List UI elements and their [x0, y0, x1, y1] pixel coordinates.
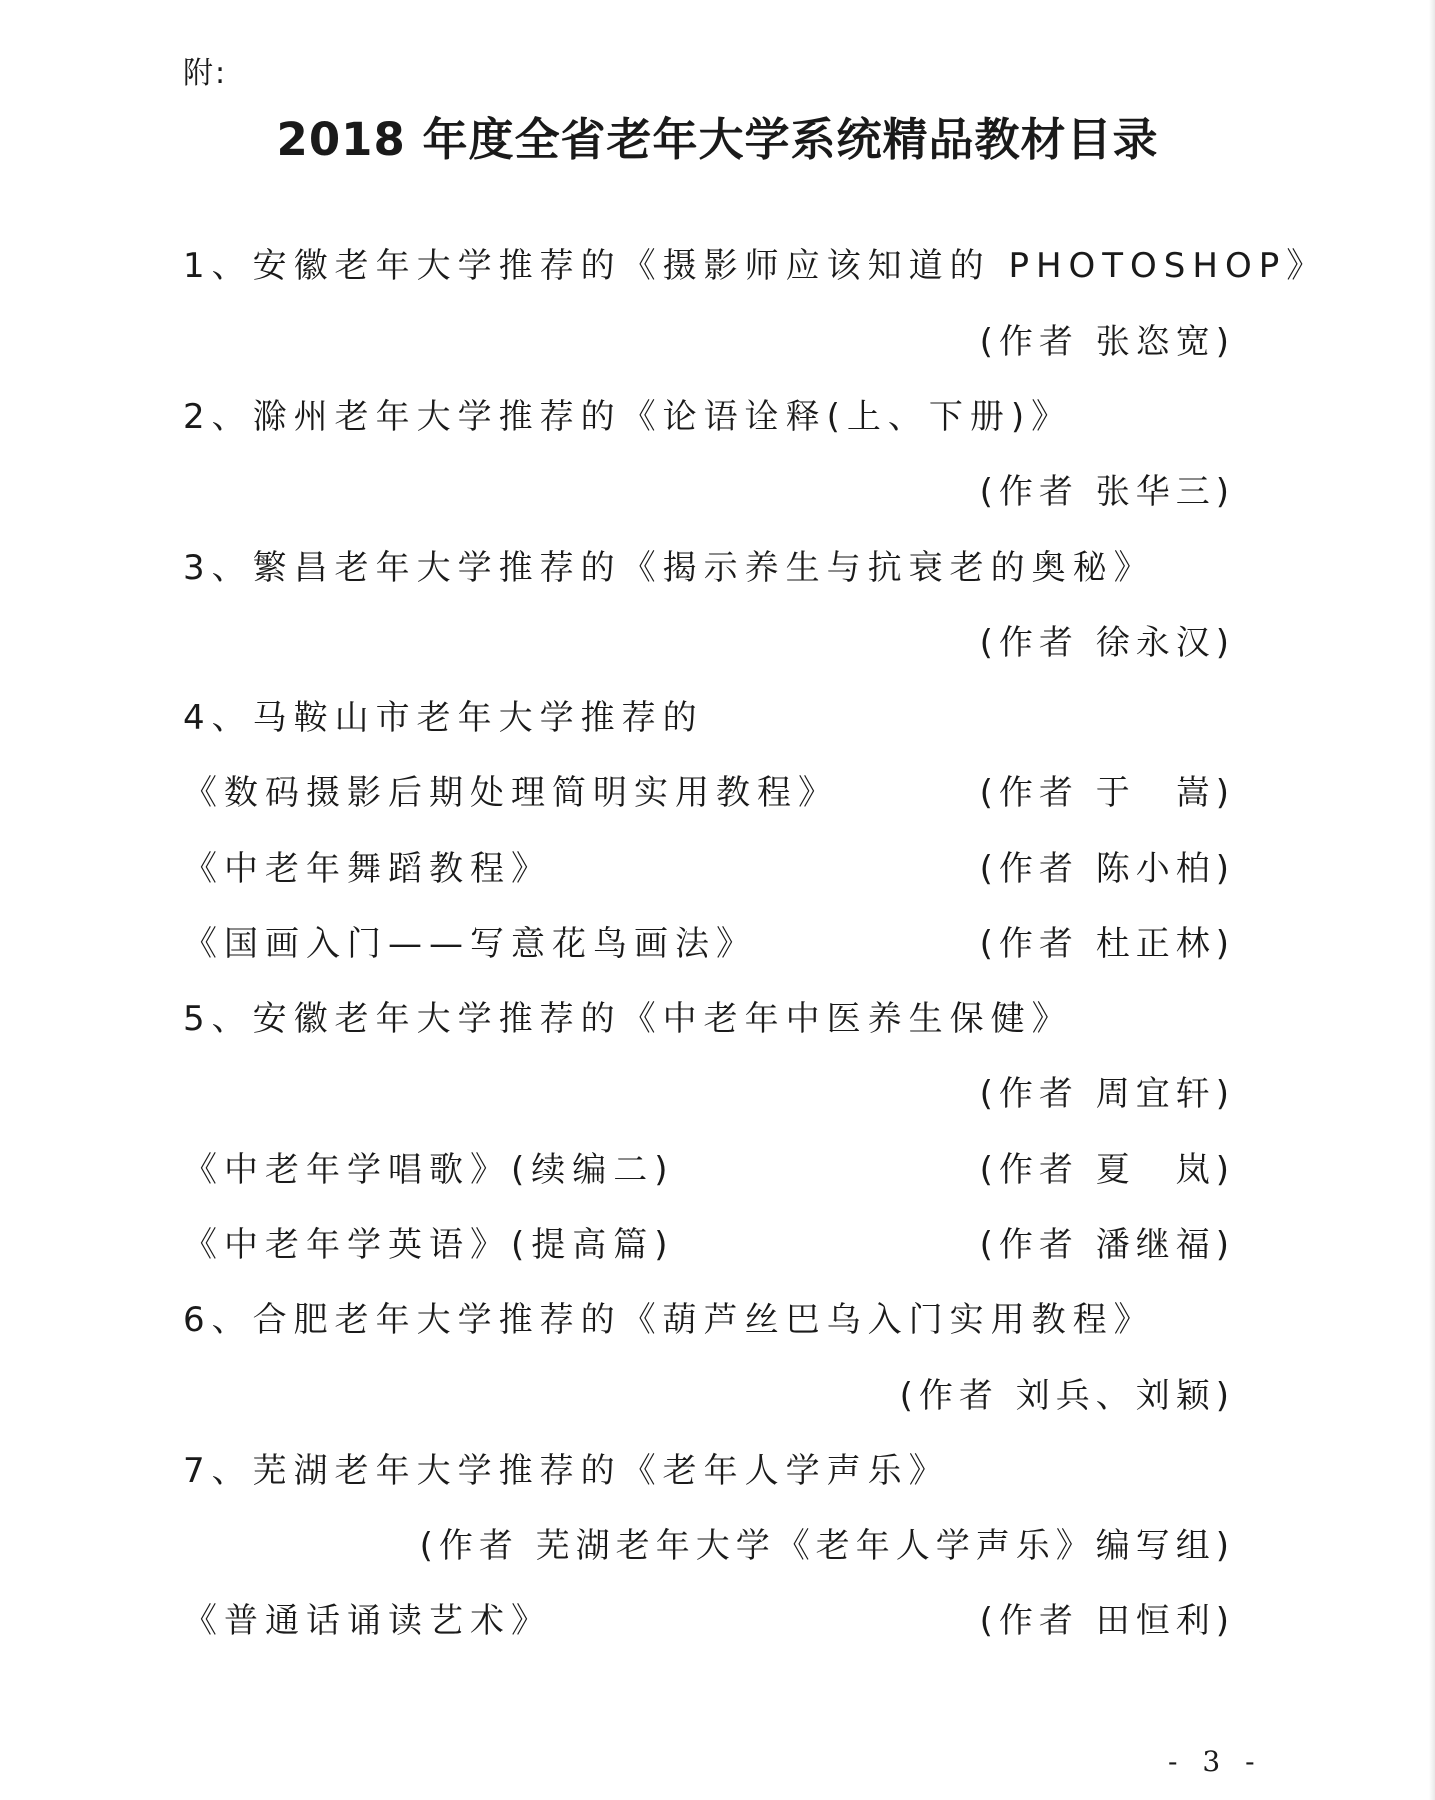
entry-2-title: 2、滁州老年大学推荐的《论语诠释(上、下册)》: [183, 397, 1073, 437]
entry-7-author: (作者 芜湖老年大学《老年人学声乐》编写组): [419, 1526, 1235, 1566]
entry-6-author: (作者 刘兵、刘颖): [899, 1376, 1235, 1416]
entry-7a-book: 《普通话诵读艺术》: [183, 1601, 552, 1641]
entry-4c-author: (作者 杜正林): [979, 924, 1235, 964]
entry-5-author: (作者 周宜轩): [979, 1074, 1235, 1114]
entry-2-author: (作者 张华三): [979, 472, 1235, 512]
entry-4b-author: (作者 陈小柏): [979, 849, 1235, 889]
entry-4c-book: 《国画入门——写意花鸟画法》: [183, 924, 757, 964]
entry-4b-book: 《中老年舞蹈教程》: [183, 849, 552, 889]
entry-5b-author: (作者 潘继福): [979, 1225, 1235, 1265]
entry-4-title: 4、马鞍山市老年大学推荐的: [183, 698, 704, 738]
entry-5b-book: 《中老年学英语》(提高篇): [183, 1225, 675, 1265]
entry-7a-author: (作者 田恒利): [979, 1601, 1235, 1641]
scan-edge-shadow: [1429, 0, 1435, 1800]
entry-6-title: 6、合肥老年大学推荐的《葫芦丝巴乌入门实用教程》: [183, 1300, 1155, 1340]
page-number: - 3 -: [1168, 1745, 1263, 1778]
entry-4a-author: (作者 于 嵩): [979, 773, 1235, 813]
annex-label: 附:: [183, 56, 228, 91]
page-title: 2018 年度全省老年大学系统精品教材目录: [276, 113, 1159, 166]
entry-4a-book: 《数码摄影后期处理简明实用教程》: [183, 773, 839, 813]
entry-5a-author: (作者 夏 岚): [979, 1150, 1235, 1190]
entry-5-title: 5、安徽老年大学推荐的《中老年中医养生保健》: [183, 999, 1073, 1039]
entry-7-title: 7、芜湖老年大学推荐的《老年人学声乐》: [183, 1451, 950, 1491]
entry-5a-book: 《中老年学唱歌》(续编二): [183, 1150, 675, 1190]
entry-3-author: (作者 徐永汉): [979, 623, 1235, 663]
entry-3-title: 3、繁昌老年大学推荐的《揭示养生与抗衰老的奥秘》: [183, 548, 1155, 588]
entry-1-title: 1、安徽老年大学推荐的《摄影师应该知道的 PHOTOSHOP》: [183, 246, 1328, 286]
entry-1-author: (作者 张恣宽): [979, 322, 1235, 362]
